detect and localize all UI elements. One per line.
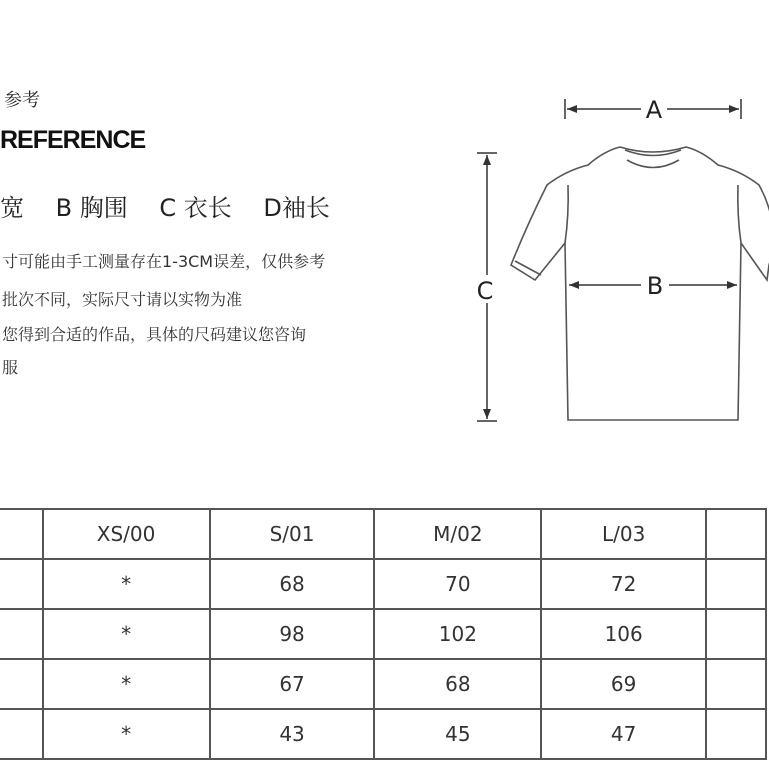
- table-cell: 68: [210, 559, 375, 609]
- table-cell: 98: [210, 609, 375, 659]
- table-cell: [706, 609, 766, 659]
- dimension-b-label: B: [646, 272, 664, 300]
- heading-english: REFERENCE: [0, 126, 146, 154]
- measurement-legend: [0, 188, 354, 223]
- table-cell: 47: [541, 709, 706, 759]
- note-line-2: 批次不同，实际尺寸请以实物为准: [2, 290, 243, 309]
- table-cell: [0, 559, 43, 609]
- table-cell: 72: [541, 559, 706, 609]
- note-line-4: 服: [2, 358, 19, 377]
- table-header-cell: XS/00: [43, 509, 210, 559]
- legend-sleeve: D袖长: [263, 194, 330, 222]
- table-cell: 102: [374, 609, 541, 659]
- table-cell: [706, 559, 766, 609]
- size-chart-table: [0, 508, 767, 760]
- note-line-3: 您得到合适的作品，具体的尺码建议您咨询: [2, 325, 307, 344]
- table-cell: 45: [374, 709, 541, 759]
- table-cell: [0, 709, 43, 759]
- legend-length: C 衣长: [159, 194, 232, 222]
- note-line-1: 寸可能由手工测量存在1-3CM误差，仅供参考: [2, 252, 326, 271]
- table-cell: *: [43, 609, 210, 659]
- table-cell: [706, 659, 766, 709]
- table-header-cell: [706, 509, 766, 559]
- table-cell: 70: [374, 559, 541, 609]
- table-cell: *: [43, 659, 210, 709]
- table-cell: 106: [541, 609, 706, 659]
- table-header-cell: [0, 509, 43, 559]
- table-cell: [0, 659, 43, 709]
- tshirt-size-diagram: [455, 85, 769, 430]
- table-cell: 69: [541, 659, 706, 709]
- table-header-cell: M/02: [374, 509, 541, 559]
- table-row: [0, 559, 766, 609]
- legend-width: 宽: [0, 194, 24, 222]
- table-cell: 43: [210, 709, 375, 759]
- heading-chinese: 参考: [4, 90, 40, 111]
- table-header-cell: L/03: [541, 509, 706, 559]
- dimension-a-label: A: [645, 96, 663, 124]
- table-header-cell: S/01: [210, 509, 375, 559]
- table-header-row: [0, 509, 766, 559]
- table-cell: [0, 609, 43, 659]
- table-row: [0, 709, 766, 759]
- table-cell: *: [43, 709, 210, 759]
- table-cell: [706, 709, 766, 759]
- table-cell: 68: [374, 659, 541, 709]
- legend-chest: B 胸围: [55, 194, 128, 222]
- table-row: [0, 659, 766, 709]
- dimension-c-label: C: [476, 277, 494, 305]
- table-cell: 67: [210, 659, 375, 709]
- table-row: [0, 609, 766, 659]
- table-cell: *: [43, 559, 210, 609]
